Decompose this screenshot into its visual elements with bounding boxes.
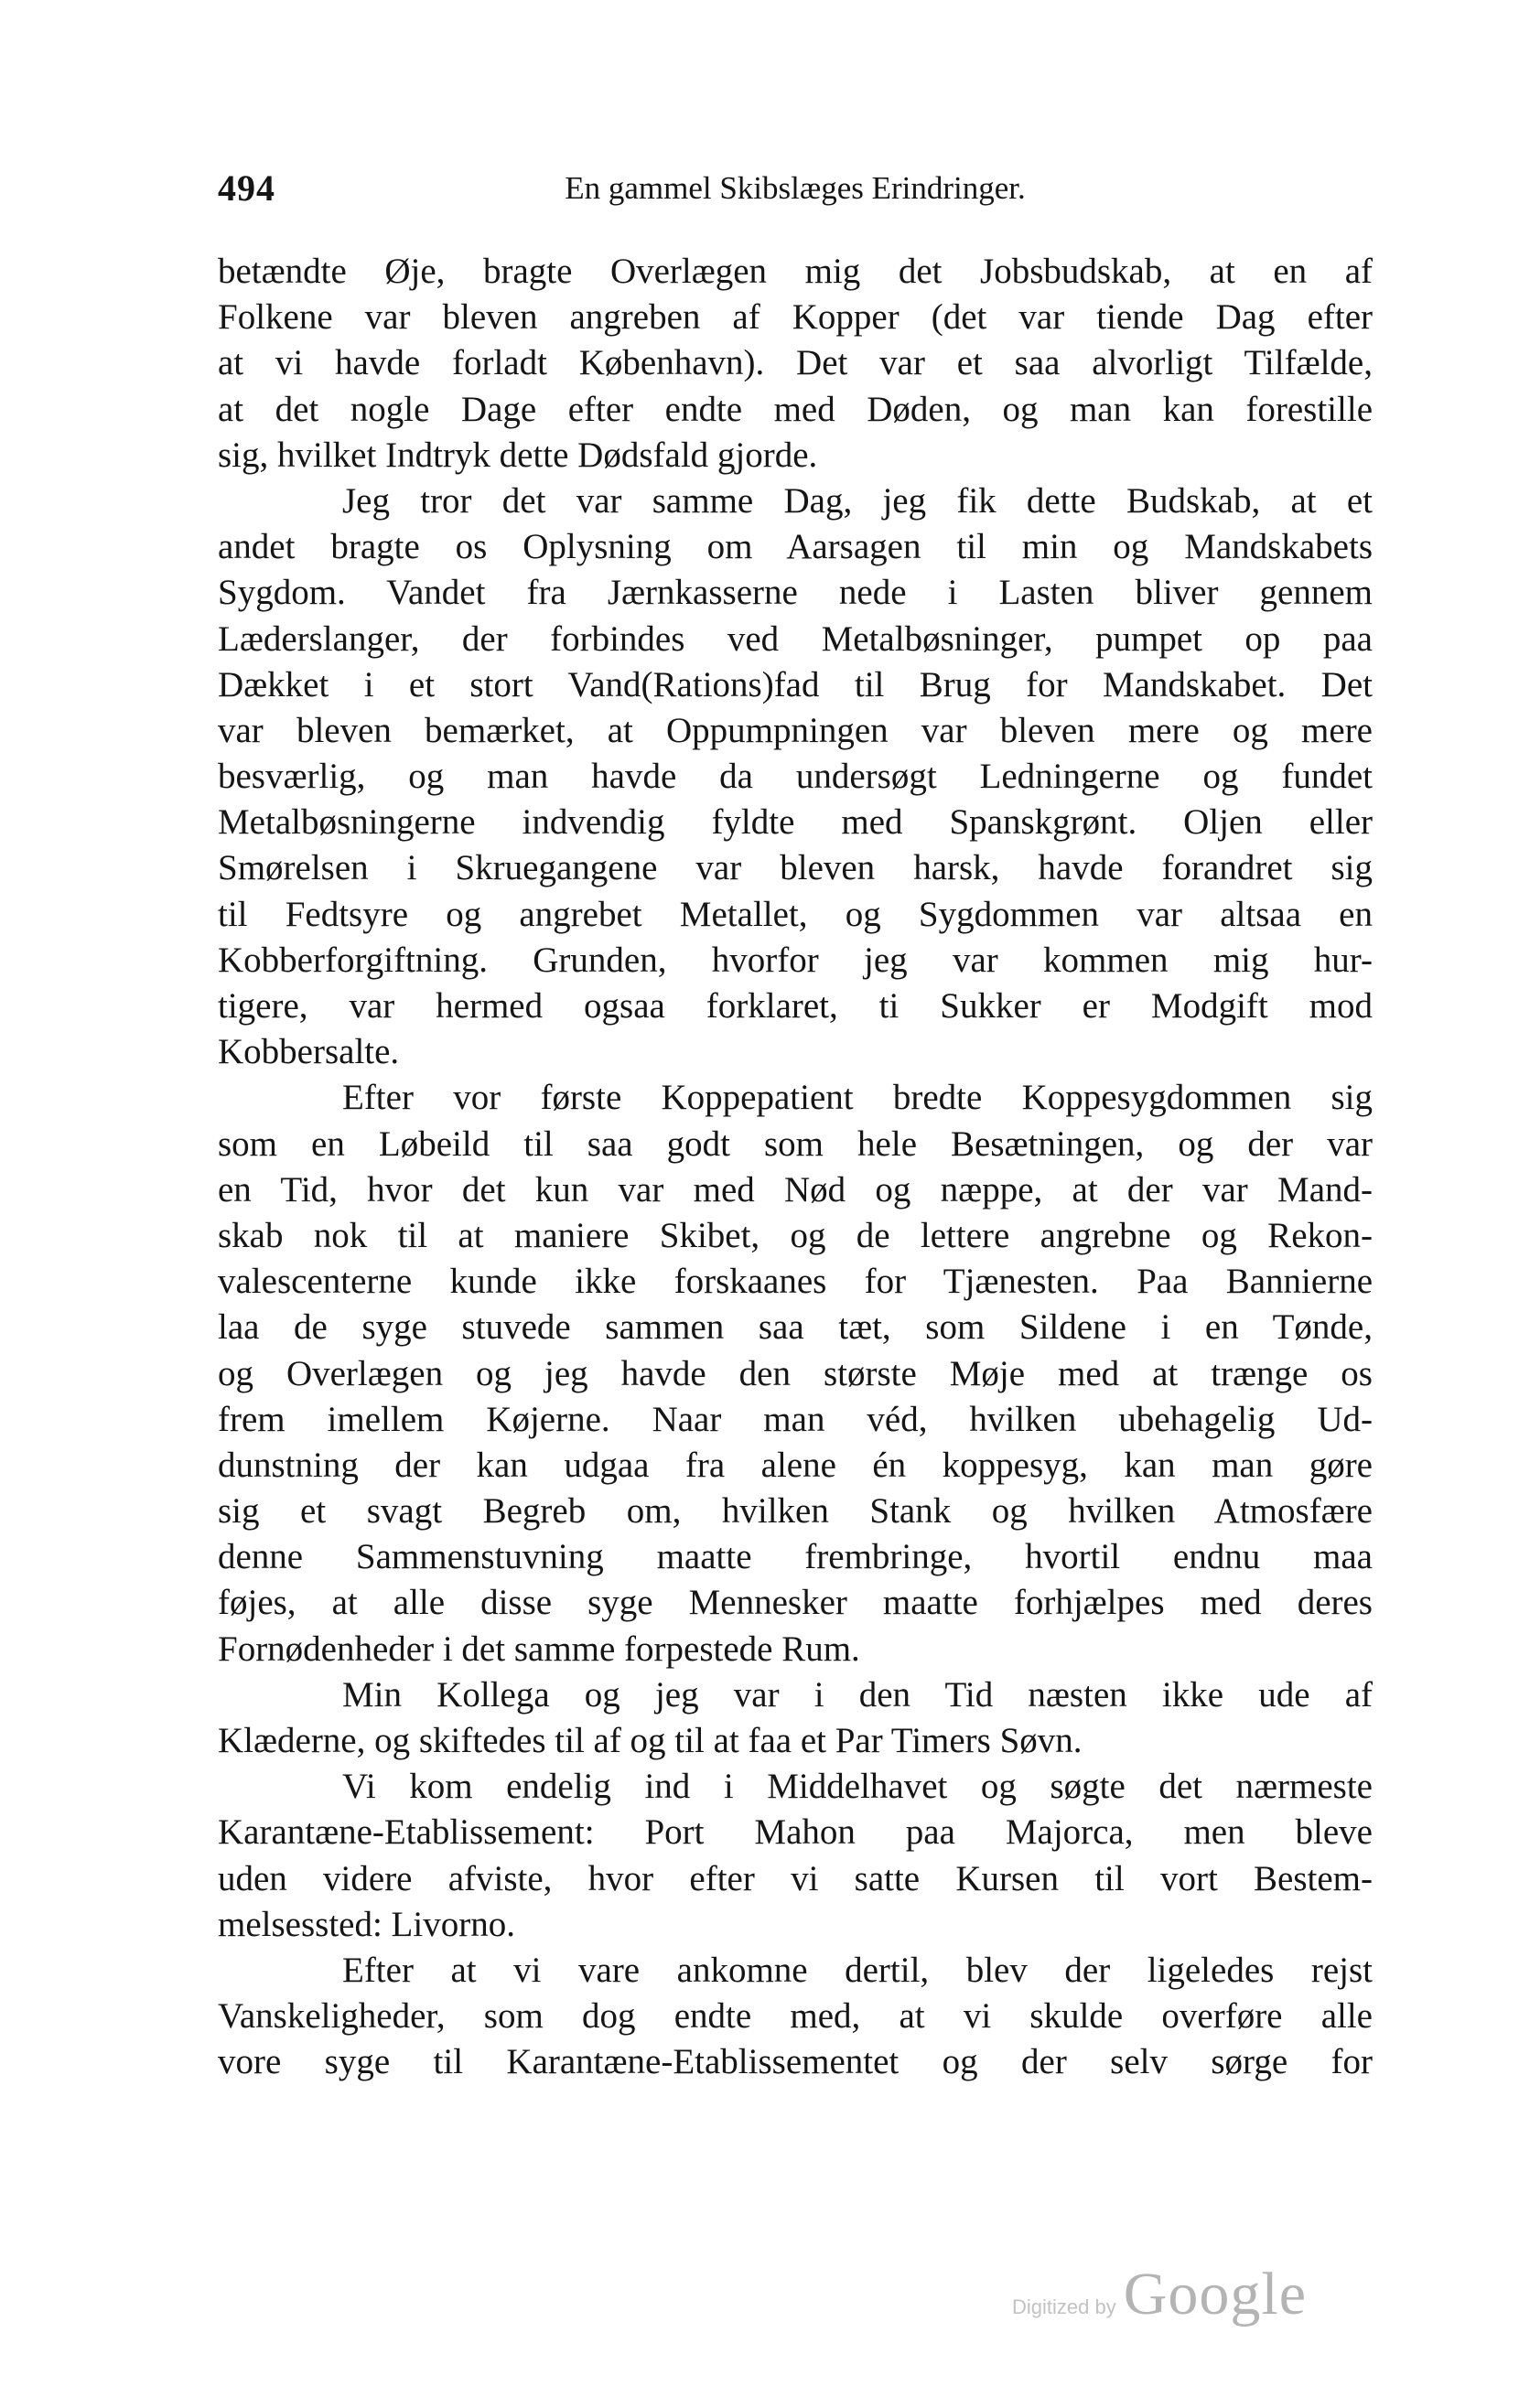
text-line: valescenterne kunde ikke forskaanes for Tjænesten. Paa Bannierne — [218, 1262, 1373, 1302]
text-line: melsessted: Livorno. — [218, 1904, 515, 1944]
text-line: frem imellem Køjerne. Naar man véd, hvilken ubehagelig Ud- — [218, 1399, 1373, 1439]
page-number: 494 — [218, 167, 275, 209]
text-line: uden videre afviste, hvor efter vi satte Kursen til vort Bestem- — [218, 1858, 1373, 1898]
text-line: Vanskeligheder, som dog endte med, at vi skulde overføre alle — [218, 1996, 1373, 2037]
text-line: var bleven bemærket, at Oppumpningen var bleven mere og mere — [218, 710, 1373, 750]
text-line: Kobbersalte. — [218, 1032, 400, 1072]
digitized-watermark — [1012, 2260, 1307, 2342]
text-line: laa de syge stuvede sammen saa tæt, som Sildene i en Tønde, — [218, 1307, 1373, 1348]
text-line: Kobberforgiftning. Grunden, hvorfor jeg var kommen mig hur- — [218, 940, 1373, 980]
text-line: Efter at vi vare ankomne dertil, blev der ligeledes rejst — [342, 1950, 1373, 1990]
text-line: føjes, at alle disse syge Mennesker maatte forhjælpes med deres — [218, 1583, 1373, 1623]
digitized-by-text: Digitized by — [1011, 2295, 1116, 2318]
text-line: Vi kom endelig ind i Middelhavet og søgte det nærmeste — [342, 1767, 1373, 1807]
text-line: denne Sammenstuvning maatte frembringe, hvortil endnu maa — [218, 1537, 1373, 1577]
text-line: dunstning der kan udgaa fra alene én koppesyg, kan man gøre — [218, 1445, 1373, 1485]
text-line: Dækket i et stort Vand(Rations)fad til Brug for Mandskabet. Det — [218, 664, 1373, 704]
text-line: at vi havde forladt København). Det var et saa alvorligt Tilfælde, — [218, 343, 1373, 383]
text-line: Klæderne, og skiftedes til af og til at faa et Par Timers Søvn. — [218, 1721, 1083, 1760]
text-line: og Overlægen og jeg havde den største Møje med at trænge os — [218, 1353, 1373, 1393]
body-text — [218, 249, 1373, 2086]
text-line: Fornødenheder i det samme forpestede Rum. — [218, 1629, 860, 1669]
text-line: Sygdom. Vandet fra Jærnkasserne nede i Lasten bliver gennem — [218, 573, 1373, 613]
text-line: andet bragte os Oplysning om Aarsagen til min og Mandskabets — [218, 527, 1373, 567]
text-line: Folkene var bleven angreben af Kopper (det var tiende Dag efter — [218, 297, 1373, 338]
text-line: Efter vor første Koppepatient bredte Koppesygdommen sig — [342, 1078, 1373, 1118]
text-line: sig, hvilket Indtryk dette Dødsfald gjorde. — [218, 435, 818, 475]
text-line: besværlig, og man havde da undersøgt Ledningerne og fundet — [218, 757, 1373, 797]
running-title: En gammel Skibslæges Erindringer. — [565, 170, 1026, 206]
text-line: til Fedtsyre og angrebet Metallet, og Sygdommen var altsaa en — [218, 894, 1373, 934]
text-line: sig et svagt Begreb om, hvilken Stank og hvilken Atmosfære — [218, 1491, 1373, 1532]
text-line: Jeg tror det var samme Dag, jeg fik dette Budskab, at et — [342, 480, 1373, 521]
google-logo: Google — [1123, 2261, 1307, 2327]
page-header — [218, 167, 1373, 212]
text-line: tigere, var hermed ogsaa forklaret, ti Sukker er Modgift mod — [218, 986, 1373, 1026]
text-line: Karantæne-Etablissement: Port Mahon paa Majorca, men bleve — [218, 1812, 1373, 1853]
text-line: at det nogle Dage efter endte med Døden, og man kan forestille — [218, 389, 1373, 429]
text-line: Metalbøsningerne indvendig fyldte med Spanskgrønt. Oljen eller — [218, 802, 1373, 843]
text-line: skab nok til at maniere Skibet, og de lettere angrebne og Rekon- — [218, 1215, 1373, 1255]
text-line: som en Løbeild til saa godt som hele Besætningen, og der var — [218, 1123, 1373, 1164]
text-line: en Tid, hvor det kun var med Nød og næppe, at der var Mand- — [218, 1169, 1373, 1209]
text-line: betændte Øje, bragte Overlægen mig det Jobsbudskab, at en af — [218, 252, 1373, 291]
text-line: Min Kollega og jeg var i den Tid næsten ikke ude af — [342, 1674, 1373, 1715]
text-line: vore syge til Karantæne-Etablissementet og der selv sørge for — [218, 2042, 1373, 2082]
text-line: Læderslanger, der forbindes ved Metalbøsninger, pumpet op paa — [218, 618, 1373, 659]
text-line: Smørelsen i Skruegangene var bleven harsk, havde forandret sig — [218, 848, 1373, 888]
